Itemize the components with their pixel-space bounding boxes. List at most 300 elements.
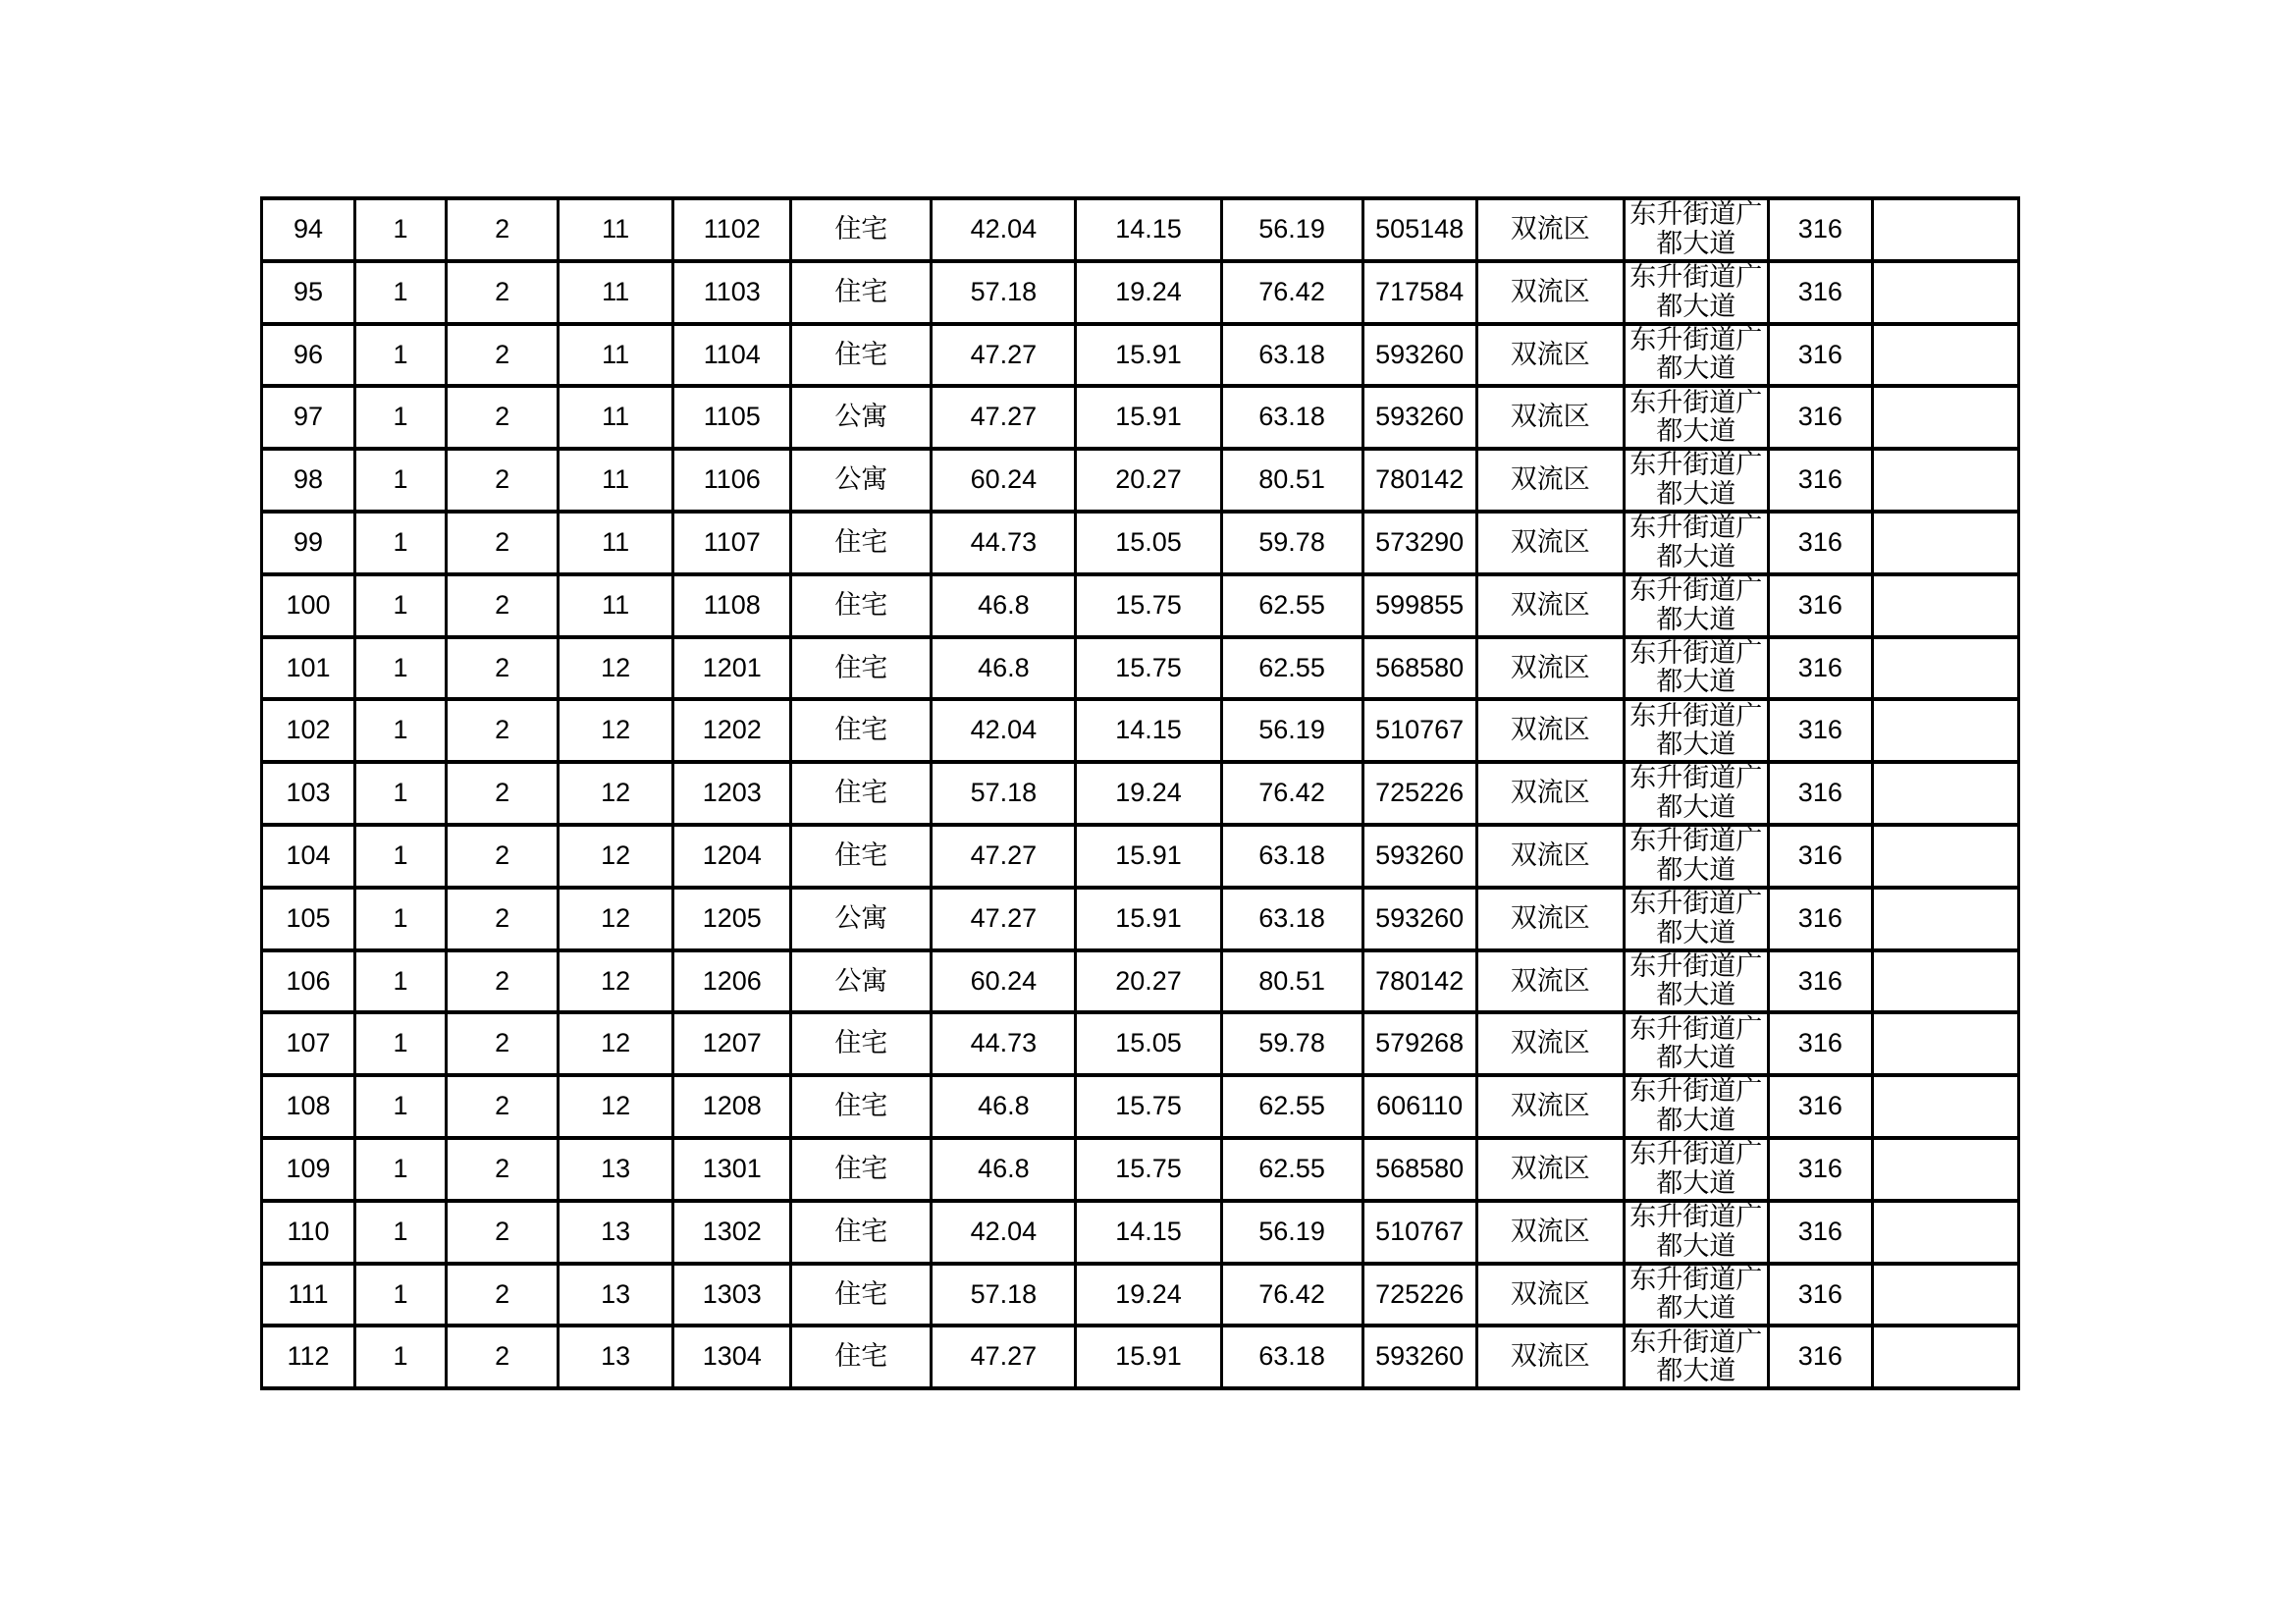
- cell-usage-type: 住宅: [791, 1201, 932, 1264]
- cell-price: 510767: [1362, 699, 1476, 762]
- cell-address: [1624, 1264, 1768, 1326]
- cell-room-number: 1103: [673, 261, 791, 324]
- cell-row-number: 112: [262, 1326, 355, 1388]
- cell-floor-number: 12: [559, 1075, 673, 1138]
- table-row: [262, 825, 2019, 888]
- address-line-2: 都大道: [1656, 228, 1736, 258]
- cell-code: 316: [1768, 261, 1872, 324]
- cell-code: 316: [1768, 324, 1872, 387]
- cell-total-area: 62.55: [1221, 637, 1362, 700]
- cell-shared-area: 15.75: [1076, 1075, 1221, 1138]
- cell-code: 316: [1768, 1138, 1872, 1201]
- address-line-1: 东升街道广: [1629, 262, 1763, 292]
- cell-unit-number: 2: [447, 574, 559, 637]
- cell-district: 双流区: [1476, 950, 1624, 1013]
- cell-row-number: 101: [262, 637, 355, 700]
- cell-floor-number: 11: [559, 324, 673, 387]
- address-line-1: 东升街道广: [1629, 513, 1763, 543]
- cell-price: 593260: [1362, 386, 1476, 449]
- address-line-2: 都大道: [1656, 1167, 1736, 1198]
- cell-price: 593260: [1362, 1326, 1476, 1388]
- cell-row-number: 96: [262, 324, 355, 387]
- cell-code: 316: [1768, 1326, 1872, 1388]
- cell-total-area: 80.51: [1221, 950, 1362, 1013]
- cell-address: [1624, 512, 1768, 574]
- cell-row-number: 110: [262, 1201, 355, 1264]
- table-row: [262, 449, 2019, 512]
- cell-unit-number: 2: [447, 888, 559, 950]
- cell-room-number: 1204: [673, 825, 791, 888]
- cell-total-area: 62.55: [1221, 1138, 1362, 1201]
- cell-code: 316: [1768, 1075, 1872, 1138]
- cell-unit-number: 2: [447, 198, 559, 261]
- cell-total-area: 80.51: [1221, 449, 1362, 512]
- cell-address: [1624, 386, 1768, 449]
- address-line-1: 东升街道广: [1629, 324, 1763, 354]
- cell-floor-number: 12: [559, 637, 673, 700]
- cell-shared-area: 19.24: [1076, 762, 1221, 825]
- cell-address: [1624, 950, 1768, 1013]
- cell-total-area: 62.55: [1221, 574, 1362, 637]
- cell-code: 316: [1768, 198, 1872, 261]
- cell-empty: [1872, 449, 2018, 512]
- cell-floor-number: 11: [559, 574, 673, 637]
- cell-empty: [1872, 1264, 2018, 1326]
- cell-unit-number: 2: [447, 637, 559, 700]
- cell-usage-type: 住宅: [791, 1138, 932, 1201]
- address-line-1: 东升街道广: [1629, 763, 1763, 793]
- cell-inner-area: 46.8: [932, 574, 1076, 637]
- address-line-2: 都大道: [1656, 353, 1736, 384]
- cell-address: [1624, 1075, 1768, 1138]
- cell-usage-type: 住宅: [791, 1326, 932, 1388]
- cell-inner-area: 60.24: [932, 950, 1076, 1013]
- cell-inner-area: 46.8: [932, 637, 1076, 700]
- cell-floor-number: 12: [559, 888, 673, 950]
- cell-inner-area: 57.18: [932, 762, 1076, 825]
- cell-building-number: 1: [355, 1138, 447, 1201]
- address-line-2: 都大道: [1656, 416, 1736, 447]
- cell-building-number: 1: [355, 950, 447, 1013]
- cell-building-number: 1: [355, 512, 447, 574]
- cell-inner-area: 47.27: [932, 386, 1076, 449]
- cell-floor-number: 13: [559, 1138, 673, 1201]
- property-table: [260, 196, 2020, 1390]
- cell-price: 593260: [1362, 888, 1476, 950]
- cell-district: 双流区: [1476, 1075, 1624, 1138]
- table-row: [262, 512, 2019, 574]
- cell-price: 505148: [1362, 198, 1476, 261]
- cell-price: 568580: [1362, 637, 1476, 700]
- cell-address: [1624, 637, 1768, 700]
- cell-price: 606110: [1362, 1075, 1476, 1138]
- cell-usage-type: 公寓: [791, 950, 932, 1013]
- cell-code: 316: [1768, 1264, 1872, 1326]
- cell-total-area: 63.18: [1221, 888, 1362, 950]
- cell-building-number: 1: [355, 574, 447, 637]
- cell-shared-area: 15.75: [1076, 574, 1221, 637]
- cell-unit-number: 2: [447, 699, 559, 762]
- cell-inner-area: 42.04: [932, 198, 1076, 261]
- cell-floor-number: 11: [559, 512, 673, 574]
- cell-total-area: 56.19: [1221, 699, 1362, 762]
- cell-district: 双流区: [1476, 198, 1624, 261]
- cell-address: [1624, 198, 1768, 261]
- cell-district: 双流区: [1476, 386, 1624, 449]
- cell-shared-area: 14.15: [1076, 1201, 1221, 1264]
- cell-empty: [1872, 825, 2018, 888]
- address-line-1: 东升街道广: [1629, 826, 1763, 856]
- cell-address: [1624, 762, 1768, 825]
- cell-room-number: 1102: [673, 198, 791, 261]
- cell-room-number: 1304: [673, 1326, 791, 1388]
- cell-building-number: 1: [355, 637, 447, 700]
- cell-empty: [1872, 386, 2018, 449]
- cell-building-number: 1: [355, 762, 447, 825]
- cell-building-number: 1: [355, 1201, 447, 1264]
- cell-price: 568580: [1362, 1138, 1476, 1201]
- cell-usage-type: 住宅: [791, 762, 932, 825]
- cell-address: [1624, 324, 1768, 387]
- cell-room-number: 1106: [673, 449, 791, 512]
- address-line-1: 东升街道广: [1629, 199, 1763, 230]
- cell-inner-area: 46.8: [932, 1075, 1076, 1138]
- cell-floor-number: 12: [559, 699, 673, 762]
- cell-inner-area: 42.04: [932, 699, 1076, 762]
- cell-unit-number: 2: [447, 762, 559, 825]
- address-line-2: 都大道: [1656, 730, 1736, 760]
- cell-floor-number: 11: [559, 261, 673, 324]
- cell-code: 316: [1768, 386, 1872, 449]
- cell-inner-area: 60.24: [932, 449, 1076, 512]
- cell-building-number: 1: [355, 261, 447, 324]
- cell-price: 579268: [1362, 1012, 1476, 1075]
- cell-total-area: 63.18: [1221, 825, 1362, 888]
- cell-price: 717584: [1362, 261, 1476, 324]
- cell-building-number: 1: [355, 386, 447, 449]
- address-line-1: 东升街道广: [1629, 888, 1763, 918]
- cell-district: 双流区: [1476, 574, 1624, 637]
- cell-building-number: 1: [355, 1264, 447, 1326]
- address-line-2: 都大道: [1656, 792, 1736, 823]
- address-line-2: 都大道: [1656, 604, 1736, 634]
- address-line-2: 都大道: [1656, 1106, 1736, 1136]
- cell-shared-area: 19.24: [1076, 1264, 1221, 1326]
- cell-row-number: 94: [262, 198, 355, 261]
- cell-unit-number: 2: [447, 1201, 559, 1264]
- cell-price: 780142: [1362, 950, 1476, 1013]
- cell-building-number: 1: [355, 1012, 447, 1075]
- cell-district: 双流区: [1476, 699, 1624, 762]
- cell-inner-area: 42.04: [932, 1201, 1076, 1264]
- cell-shared-area: 15.05: [1076, 512, 1221, 574]
- cell-shared-area: 15.05: [1076, 1012, 1221, 1075]
- cell-floor-number: 12: [559, 762, 673, 825]
- cell-floor-number: 13: [559, 1264, 673, 1326]
- cell-unit-number: 2: [447, 386, 559, 449]
- cell-shared-area: 15.91: [1076, 324, 1221, 387]
- cell-district: 双流区: [1476, 637, 1624, 700]
- cell-building-number: 1: [355, 888, 447, 950]
- cell-room-number: 1206: [673, 950, 791, 1013]
- cell-code: 316: [1768, 1012, 1872, 1075]
- cell-code: 316: [1768, 888, 1872, 950]
- cell-unit-number: 2: [447, 1075, 559, 1138]
- cell-unit-number: 2: [447, 1012, 559, 1075]
- table-row: [262, 1326, 2019, 1388]
- cell-building-number: 1: [355, 324, 447, 387]
- cell-price: 599855: [1362, 574, 1476, 637]
- cell-floor-number: 12: [559, 825, 673, 888]
- cell-usage-type: 住宅: [791, 1012, 932, 1075]
- cell-inner-area: 47.27: [932, 1326, 1076, 1388]
- cell-total-area: 76.42: [1221, 261, 1362, 324]
- cell-address: [1624, 574, 1768, 637]
- address-line-1: 东升街道广: [1629, 1201, 1763, 1231]
- address-line-1: 东升街道广: [1629, 387, 1763, 417]
- cell-address: [1624, 261, 1768, 324]
- cell-shared-area: 19.24: [1076, 261, 1221, 324]
- cell-row-number: 97: [262, 386, 355, 449]
- cell-district: 双流区: [1476, 324, 1624, 387]
- cell-district: 双流区: [1476, 1264, 1624, 1326]
- table-row: [262, 198, 2019, 261]
- cell-unit-number: 2: [447, 1326, 559, 1388]
- cell-row-number: 107: [262, 1012, 355, 1075]
- cell-price: 725226: [1362, 762, 1476, 825]
- cell-shared-area: 20.27: [1076, 950, 1221, 1013]
- address-line-1: 东升街道广: [1629, 450, 1763, 480]
- cell-row-number: 105: [262, 888, 355, 950]
- cell-row-number: 108: [262, 1075, 355, 1138]
- cell-room-number: 1201: [673, 637, 791, 700]
- cell-row-number: 109: [262, 1138, 355, 1201]
- address-line-1: 东升街道广: [1629, 637, 1763, 668]
- cell-usage-type: 住宅: [791, 324, 932, 387]
- cell-floor-number: 12: [559, 1012, 673, 1075]
- table-body: [262, 198, 2019, 1388]
- cell-total-area: 63.18: [1221, 386, 1362, 449]
- address-line-1: 东升街道广: [1629, 1013, 1763, 1044]
- cell-usage-type: 公寓: [791, 449, 932, 512]
- cell-usage-type: 住宅: [791, 261, 932, 324]
- cell-row-number: 100: [262, 574, 355, 637]
- cell-building-number: 1: [355, 825, 447, 888]
- cell-empty: [1872, 324, 2018, 387]
- cell-row-number: 95: [262, 261, 355, 324]
- cell-district: 双流区: [1476, 1138, 1624, 1201]
- cell-row-number: 102: [262, 699, 355, 762]
- cell-shared-area: 15.91: [1076, 1326, 1221, 1388]
- address-line-1: 东升街道广: [1629, 950, 1763, 981]
- cell-total-area: 59.78: [1221, 1012, 1362, 1075]
- cell-unit-number: 2: [447, 825, 559, 888]
- cell-empty: [1872, 888, 2018, 950]
- cell-empty: [1872, 637, 2018, 700]
- cell-row-number: 106: [262, 950, 355, 1013]
- cell-building-number: 1: [355, 699, 447, 762]
- cell-address: [1624, 699, 1768, 762]
- cell-usage-type: 住宅: [791, 512, 932, 574]
- cell-empty: [1872, 1075, 2018, 1138]
- cell-usage-type: 住宅: [791, 1264, 932, 1326]
- address-line-2: 都大道: [1656, 291, 1736, 321]
- cell-usage-type: 住宅: [791, 637, 932, 700]
- cell-shared-area: 14.15: [1076, 699, 1221, 762]
- cell-code: 316: [1768, 512, 1872, 574]
- cell-district: 双流区: [1476, 825, 1624, 888]
- cell-row-number: 103: [262, 762, 355, 825]
- cell-district: 双流区: [1476, 1201, 1624, 1264]
- cell-code: 316: [1768, 699, 1872, 762]
- table-row: [262, 261, 2019, 324]
- cell-unit-number: 2: [447, 449, 559, 512]
- address-line-2: 都大道: [1656, 854, 1736, 885]
- cell-inner-area: 44.73: [932, 512, 1076, 574]
- cell-floor-number: 13: [559, 1326, 673, 1388]
- cell-building-number: 1: [355, 1326, 447, 1388]
- cell-empty: [1872, 1326, 2018, 1388]
- cell-price: 780142: [1362, 449, 1476, 512]
- cell-address: [1624, 1201, 1768, 1264]
- cell-code: 316: [1768, 1201, 1872, 1264]
- cell-address: [1624, 449, 1768, 512]
- cell-shared-area: 15.75: [1076, 1138, 1221, 1201]
- cell-empty: [1872, 1138, 2018, 1201]
- cell-shared-area: 14.15: [1076, 198, 1221, 261]
- cell-address: [1624, 1012, 1768, 1075]
- cell-address: [1624, 888, 1768, 950]
- cell-usage-type: 公寓: [791, 888, 932, 950]
- cell-usage-type: 住宅: [791, 699, 932, 762]
- cell-unit-number: 2: [447, 950, 559, 1013]
- table-row: [262, 386, 2019, 449]
- address-line-2: 都大道: [1656, 1356, 1736, 1386]
- cell-empty: [1872, 198, 2018, 261]
- cell-district: 双流区: [1476, 1012, 1624, 1075]
- table-row: [262, 637, 2019, 700]
- cell-empty: [1872, 699, 2018, 762]
- cell-price: 573290: [1362, 512, 1476, 574]
- cell-usage-type: 住宅: [791, 574, 932, 637]
- cell-empty: [1872, 1012, 2018, 1075]
- cell-room-number: 1108: [673, 574, 791, 637]
- cell-shared-area: 20.27: [1076, 449, 1221, 512]
- cell-room-number: 1208: [673, 1075, 791, 1138]
- cell-address: [1624, 825, 1768, 888]
- cell-district: 双流区: [1476, 1326, 1624, 1388]
- cell-inner-area: 44.73: [932, 1012, 1076, 1075]
- cell-row-number: 99: [262, 512, 355, 574]
- cell-shared-area: 15.91: [1076, 386, 1221, 449]
- cell-room-number: 1107: [673, 512, 791, 574]
- address-line-1: 东升街道广: [1629, 574, 1763, 605]
- cell-floor-number: 11: [559, 198, 673, 261]
- table-row: [262, 1201, 2019, 1264]
- cell-inner-area: 47.27: [932, 888, 1076, 950]
- cell-room-number: 1104: [673, 324, 791, 387]
- cell-empty: [1872, 762, 2018, 825]
- table-row: [262, 888, 2019, 950]
- address-line-2: 都大道: [1656, 479, 1736, 510]
- cell-room-number: 1205: [673, 888, 791, 950]
- table-row: [262, 1138, 2019, 1201]
- cell-total-area: 56.19: [1221, 1201, 1362, 1264]
- cell-usage-type: 住宅: [791, 1075, 932, 1138]
- cell-empty: [1872, 512, 2018, 574]
- address-line-1: 东升街道广: [1629, 700, 1763, 731]
- cell-district: 双流区: [1476, 449, 1624, 512]
- cell-code: 316: [1768, 950, 1872, 1013]
- cell-empty: [1872, 950, 2018, 1013]
- cell-inner-area: 57.18: [932, 1264, 1076, 1326]
- cell-total-area: 56.19: [1221, 198, 1362, 261]
- cell-district: 双流区: [1476, 762, 1624, 825]
- cell-code: 316: [1768, 574, 1872, 637]
- cell-code: 316: [1768, 637, 1872, 700]
- cell-district: 双流区: [1476, 261, 1624, 324]
- cell-inner-area: 57.18: [932, 261, 1076, 324]
- table-row: [262, 1075, 2019, 1138]
- table-row: [262, 1264, 2019, 1326]
- table-row: [262, 1012, 2019, 1075]
- address-line-2: 都大道: [1656, 980, 1736, 1010]
- cell-price: 593260: [1362, 825, 1476, 888]
- cell-code: 316: [1768, 762, 1872, 825]
- address-line-2: 都大道: [1656, 1043, 1736, 1073]
- cell-room-number: 1202: [673, 699, 791, 762]
- address-line-2: 都大道: [1656, 667, 1736, 697]
- cell-total-area: 76.42: [1221, 762, 1362, 825]
- table-row: [262, 324, 2019, 387]
- cell-inner-area: 46.8: [932, 1138, 1076, 1201]
- address-line-2: 都大道: [1656, 1293, 1736, 1324]
- cell-address: [1624, 1326, 1768, 1388]
- cell-price: 593260: [1362, 324, 1476, 387]
- cell-shared-area: 15.91: [1076, 825, 1221, 888]
- cell-room-number: 1207: [673, 1012, 791, 1075]
- cell-unit-number: 2: [447, 261, 559, 324]
- cell-total-area: 62.55: [1221, 1075, 1362, 1138]
- address-line-2: 都大道: [1656, 541, 1736, 571]
- cell-total-area: 59.78: [1221, 512, 1362, 574]
- cell-floor-number: 12: [559, 950, 673, 1013]
- table-row: [262, 699, 2019, 762]
- cell-price: 725226: [1362, 1264, 1476, 1326]
- cell-floor-number: 11: [559, 386, 673, 449]
- cell-price: 510767: [1362, 1201, 1476, 1264]
- cell-empty: [1872, 1201, 2018, 1264]
- cell-code: 316: [1768, 825, 1872, 888]
- cell-room-number: 1303: [673, 1264, 791, 1326]
- cell-total-area: 63.18: [1221, 1326, 1362, 1388]
- cell-empty: [1872, 261, 2018, 324]
- table-row: [262, 762, 2019, 825]
- cell-floor-number: 11: [559, 449, 673, 512]
- table-row: [262, 574, 2019, 637]
- cell-unit-number: 2: [447, 512, 559, 574]
- cell-district: 双流区: [1476, 512, 1624, 574]
- cell-building-number: 1: [355, 1075, 447, 1138]
- cell-total-area: 63.18: [1221, 324, 1362, 387]
- address-line-1: 东升街道广: [1629, 1326, 1763, 1357]
- address-line-2: 都大道: [1656, 1230, 1736, 1261]
- cell-code: 316: [1768, 449, 1872, 512]
- cell-building-number: 1: [355, 198, 447, 261]
- cell-room-number: 1105: [673, 386, 791, 449]
- cell-empty: [1872, 574, 2018, 637]
- cell-room-number: 1302: [673, 1201, 791, 1264]
